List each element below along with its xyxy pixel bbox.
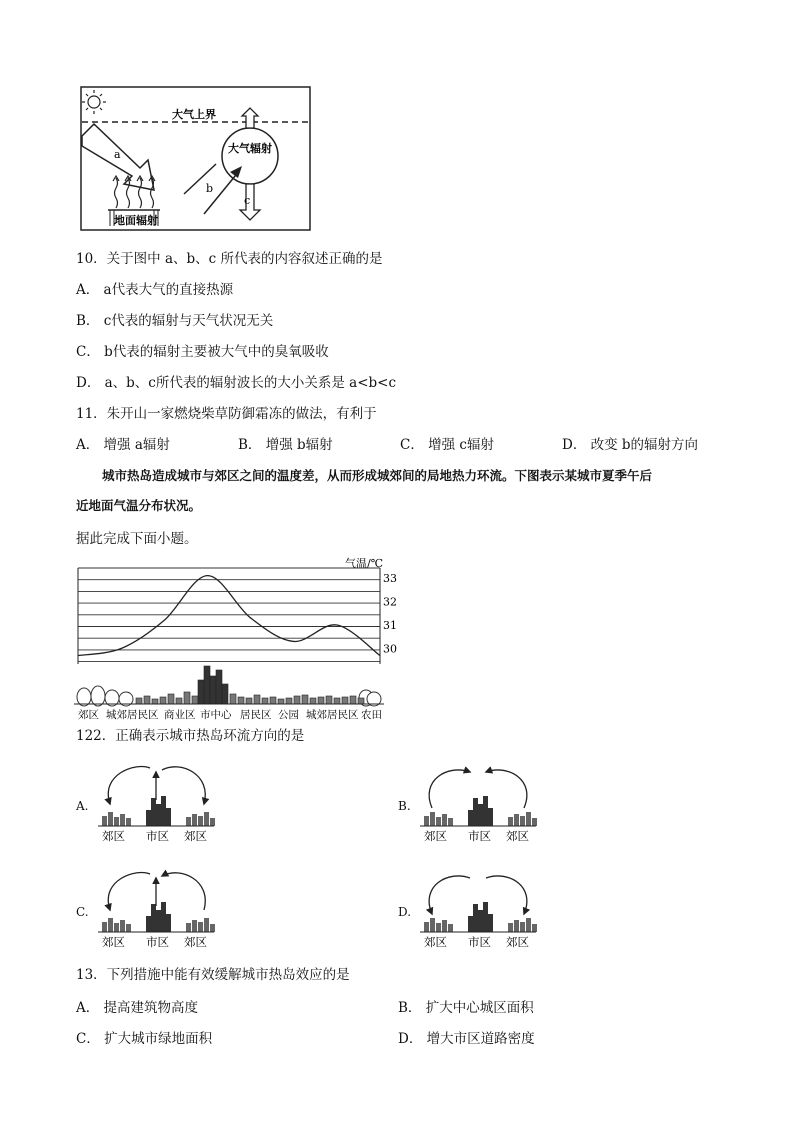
q10-option-d[interactable]: D． a、b、c所代表的辐射波长的大小关系是 a<b<c bbox=[76, 375, 397, 391]
building-shape bbox=[108, 812, 113, 826]
building-shape bbox=[168, 694, 174, 704]
city-label: 市区 bbox=[146, 935, 169, 949]
x-category-label: 郊区 bbox=[78, 709, 99, 721]
building-shape bbox=[514, 814, 519, 826]
circulation-arrow-left bbox=[108, 767, 150, 805]
atmosphere-circle bbox=[222, 128, 278, 184]
q10-option-b[interactable]: B． c代表的辐射与天气状况无关 bbox=[76, 313, 274, 329]
building-shape bbox=[302, 695, 308, 704]
radiation-diagram bbox=[80, 86, 312, 232]
building-shape bbox=[192, 696, 198, 704]
building-shape bbox=[342, 697, 348, 704]
atmosphere-top-label: 大气上界 bbox=[172, 108, 216, 121]
x-category-label: 城郊居民区 bbox=[306, 709, 359, 721]
skyline-strip bbox=[98, 902, 215, 932]
building-shape bbox=[358, 698, 364, 704]
building-shape bbox=[270, 697, 276, 704]
building-shape bbox=[152, 699, 158, 704]
building-shape bbox=[532, 818, 537, 826]
building-shape bbox=[166, 914, 171, 932]
q11-stem: 11．朱开山一家燃烧柴草防御霜冻的做法，有利于 bbox=[76, 406, 377, 422]
q12-option-a-diagram[interactable] bbox=[96, 760, 216, 848]
building-shape bbox=[230, 694, 236, 704]
building-shape bbox=[532, 924, 537, 932]
building-shape bbox=[204, 666, 210, 704]
x-category-label: 商业区 bbox=[164, 709, 196, 721]
q13-option-b[interactable]: B． 扩大中心城区面积 bbox=[398, 1000, 534, 1016]
building-shape bbox=[192, 920, 197, 932]
building-shape bbox=[278, 699, 284, 704]
ground-label: 地面辐射 bbox=[114, 214, 158, 227]
building-shape bbox=[198, 680, 204, 704]
building-shape bbox=[473, 798, 478, 826]
skyline-strip bbox=[420, 796, 537, 826]
building-shape bbox=[156, 910, 161, 932]
building-shape bbox=[114, 923, 119, 932]
building-shape bbox=[160, 697, 166, 704]
x-category-label: 居民区 bbox=[240, 709, 272, 721]
building-shape bbox=[448, 818, 453, 826]
building-shape bbox=[136, 698, 142, 704]
building-shape bbox=[166, 808, 171, 826]
building-shape bbox=[526, 918, 531, 932]
circulation-arrow-right bbox=[486, 770, 527, 808]
building-shape bbox=[198, 922, 203, 932]
q10-option-a[interactable]: A． a代表大气的直接热源 bbox=[76, 282, 234, 298]
building-shape bbox=[448, 924, 453, 932]
q10-stem: 10．关于图中 a、b、c 所代表的内容叙述正确的是 bbox=[76, 251, 383, 267]
building-shape bbox=[483, 796, 488, 826]
building-shape bbox=[478, 910, 483, 932]
building-shape bbox=[508, 923, 513, 932]
q13-stem: 13．下列措施中能有效缓解城市热岛效应的是 bbox=[76, 967, 350, 983]
q12-option-c-label[interactable]: C. bbox=[76, 905, 89, 919]
tree-shape bbox=[91, 686, 105, 706]
building-shape bbox=[430, 918, 435, 932]
building-shape bbox=[151, 904, 156, 932]
building-shape bbox=[488, 914, 493, 932]
building-shape bbox=[262, 698, 268, 704]
q12-option-d-label[interactable]: D. bbox=[398, 905, 412, 919]
building-shape bbox=[478, 804, 483, 826]
q11-option-a[interactable]: A． 增强 a辐射 bbox=[76, 437, 170, 453]
passage-line-2: 近地面气温分布状况。 bbox=[76, 498, 202, 513]
building-shape bbox=[176, 698, 182, 704]
building-shape bbox=[210, 818, 215, 826]
building-shape bbox=[526, 812, 531, 826]
building-shape bbox=[126, 818, 131, 826]
building-shape bbox=[238, 697, 244, 704]
label-b: b bbox=[206, 182, 214, 195]
circulation-arrow-right bbox=[162, 873, 205, 910]
passage-instruction: 据此完成下面小题。 bbox=[76, 531, 198, 547]
building-shape bbox=[483, 902, 488, 932]
building-shape bbox=[108, 918, 113, 932]
building-shape bbox=[508, 817, 513, 826]
x-category-label: 城郊居民区 bbox=[106, 709, 159, 721]
circulation-arrow-right bbox=[162, 767, 205, 804]
circulation-arrow-left bbox=[429, 876, 470, 914]
building-shape bbox=[222, 684, 228, 704]
building-shape bbox=[102, 922, 107, 932]
building-shape bbox=[334, 698, 340, 704]
passage-line-1: 城市热岛造成城市与郊区之间的温度差，从而形成城郊间的局地热力环流。下图表示某城市夏季午后 bbox=[102, 468, 653, 483]
q12-option-d-diagram[interactable] bbox=[418, 866, 538, 954]
x-category-label: 市中心 bbox=[200, 709, 232, 721]
building-shape bbox=[442, 920, 447, 932]
suburb-label-right: 郊区 bbox=[184, 829, 207, 843]
building-shape bbox=[424, 922, 429, 932]
building-shape bbox=[326, 696, 332, 704]
chart-ylabel: 气温/℃ bbox=[345, 557, 384, 570]
q12-option-b-label[interactable]: B. bbox=[398, 799, 411, 813]
label-c: c bbox=[244, 194, 251, 207]
building-shape bbox=[102, 816, 107, 826]
y-tick-label: 32 bbox=[383, 595, 397, 609]
suburb-label-left: 郊区 bbox=[424, 829, 447, 843]
building-shape bbox=[436, 817, 441, 826]
building-shape bbox=[430, 812, 435, 826]
building-shape bbox=[204, 918, 209, 932]
building-shape bbox=[468, 916, 473, 932]
q11-option-c[interactable]: C． 增强 c辐射 bbox=[400, 437, 494, 453]
building-shape bbox=[186, 923, 191, 932]
building-shape bbox=[151, 798, 156, 826]
circulation-arrow-left bbox=[429, 770, 470, 808]
y-tick-label: 30 bbox=[383, 642, 397, 656]
y-tick-label: 31 bbox=[383, 619, 397, 632]
x-category-label: 农田 bbox=[361, 709, 382, 721]
circulation-arrow-right bbox=[486, 876, 527, 914]
temperature-chart bbox=[74, 556, 397, 722]
building-shape bbox=[126, 924, 131, 932]
q10-option-c[interactable]: C． b代表的辐射主要被大气中的臭氧吸收 bbox=[76, 344, 329, 360]
building-shape bbox=[488, 808, 493, 826]
circulation-arrow-left bbox=[108, 873, 150, 911]
building-shape bbox=[146, 810, 151, 826]
q13-option-d[interactable]: D． 增大市区道路密度 bbox=[398, 1031, 535, 1047]
q13-option-c[interactable]: C． 扩大城市绿地面积 bbox=[76, 1031, 213, 1047]
q12-stem: 122．正确表示城市热岛环流方向的是 bbox=[76, 728, 305, 744]
building-shape bbox=[473, 904, 478, 932]
building-shape bbox=[350, 696, 356, 704]
building-shape bbox=[186, 817, 191, 826]
building-shape bbox=[216, 670, 222, 704]
building-shape bbox=[520, 922, 525, 932]
skyline-strip bbox=[420, 902, 537, 932]
chart-grid bbox=[78, 568, 380, 664]
building-shape bbox=[204, 812, 209, 826]
suburb-label-right: 郊区 bbox=[184, 935, 207, 949]
city-skyline bbox=[74, 666, 384, 706]
building-shape bbox=[161, 902, 166, 932]
skyline-strip bbox=[98, 796, 215, 826]
atmosphere-circle-label: 大气辐射 bbox=[228, 142, 272, 155]
q12-option-b-diagram[interactable] bbox=[418, 760, 538, 848]
city-label: 市区 bbox=[146, 829, 169, 843]
building-shape bbox=[436, 923, 441, 932]
building-shape bbox=[156, 804, 161, 826]
label-a: a bbox=[114, 148, 121, 161]
building-shape bbox=[286, 698, 292, 704]
building-shape bbox=[514, 920, 519, 932]
city-label: 市区 bbox=[468, 935, 491, 949]
building-shape bbox=[294, 696, 300, 704]
building-shape bbox=[210, 924, 215, 932]
temperature-series-line bbox=[78, 576, 380, 656]
building-shape bbox=[310, 698, 316, 704]
building-shape bbox=[210, 676, 216, 704]
building-shape bbox=[192, 814, 197, 826]
building-shape bbox=[246, 698, 252, 704]
building-shape bbox=[184, 692, 190, 704]
x-category-label: 公园 bbox=[278, 709, 299, 721]
building-shape bbox=[318, 697, 324, 704]
building-shape bbox=[161, 796, 166, 826]
building-shape bbox=[144, 696, 150, 704]
building-shape bbox=[198, 816, 203, 826]
building-shape bbox=[468, 810, 473, 826]
building-shape bbox=[114, 817, 119, 826]
building-shape bbox=[120, 920, 125, 932]
suburb-label-left: 郊区 bbox=[424, 935, 447, 949]
building-shape bbox=[254, 695, 260, 704]
q12-option-c-diagram[interactable] bbox=[96, 866, 216, 954]
q11-option-b[interactable]: B． 增强 b辐射 bbox=[238, 437, 333, 453]
y-tick-label: 33 bbox=[383, 572, 397, 585]
suburb-label-right: 郊区 bbox=[506, 935, 529, 949]
building-shape bbox=[442, 814, 447, 826]
building-shape bbox=[520, 816, 525, 826]
tree-shape bbox=[77, 688, 91, 706]
q13-option-a[interactable]: A． 提高建筑物高度 bbox=[76, 1000, 199, 1016]
building-shape bbox=[146, 916, 151, 932]
q12-option-a-label[interactable]: A. bbox=[76, 799, 89, 813]
suburb-label-left: 郊区 bbox=[102, 829, 125, 843]
city-label: 市区 bbox=[468, 829, 491, 843]
suburb-label-right: 郊区 bbox=[506, 829, 529, 843]
building-shape bbox=[424, 816, 429, 826]
suburb-label-left: 郊区 bbox=[102, 935, 125, 949]
q11-option-d[interactable]: D． 改变 b的辐射方向 bbox=[562, 437, 699, 453]
building-shape bbox=[120, 814, 125, 826]
